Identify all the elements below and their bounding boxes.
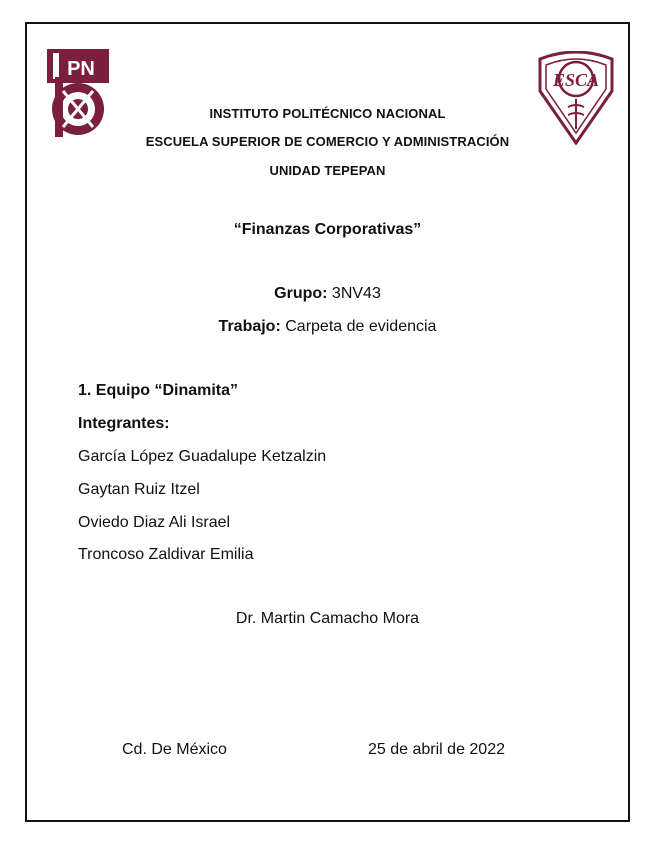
course-title: “Finanzas Corporativas”: [233, 221, 422, 238]
member-item: García López Guadalupe Ketzalzin: [78, 448, 327, 465]
member-item: Troncoso Zaldivar Emilia: [78, 546, 254, 563]
group-value: 3NV43: [331, 285, 381, 302]
group-label: Grupo:: [274, 285, 328, 302]
footer-city: Cd. De México: [122, 741, 227, 758]
team-heading: 1. Equipo “Dinamita”: [78, 382, 239, 399]
member-item: Oviedo Diaz Ali Israel: [78, 514, 231, 531]
unit-name: UNIDAD TEPEPAN: [269, 163, 386, 178]
svg-text:PN: PN: [67, 58, 95, 80]
work-line: [0, 318, 655, 336]
group-line: [0, 285, 655, 303]
ipn-logo: [43, 47, 113, 142]
footer-date: 25 de abril de 2022: [368, 741, 505, 758]
work-label: Trabajo:: [218, 318, 281, 335]
members-label: Integrantes:: [78, 415, 170, 432]
work-value: Carpeta de evidencia: [285, 318, 437, 335]
teacher-name: Dr. Martin Camacho Mora: [235, 610, 420, 627]
svg-text:ESCA: ESCA: [552, 70, 600, 90]
school-name: ESCUELA SUPERIOR DE COMERCIO Y ADMINISTRACIÓN: [145, 134, 510, 149]
institute-name: INSTITUTO POLITÉCNICO NACIONAL: [209, 106, 446, 121]
esca-logo: [536, 51, 616, 147]
member-item: Gaytan Ruiz Itzel: [78, 481, 200, 498]
